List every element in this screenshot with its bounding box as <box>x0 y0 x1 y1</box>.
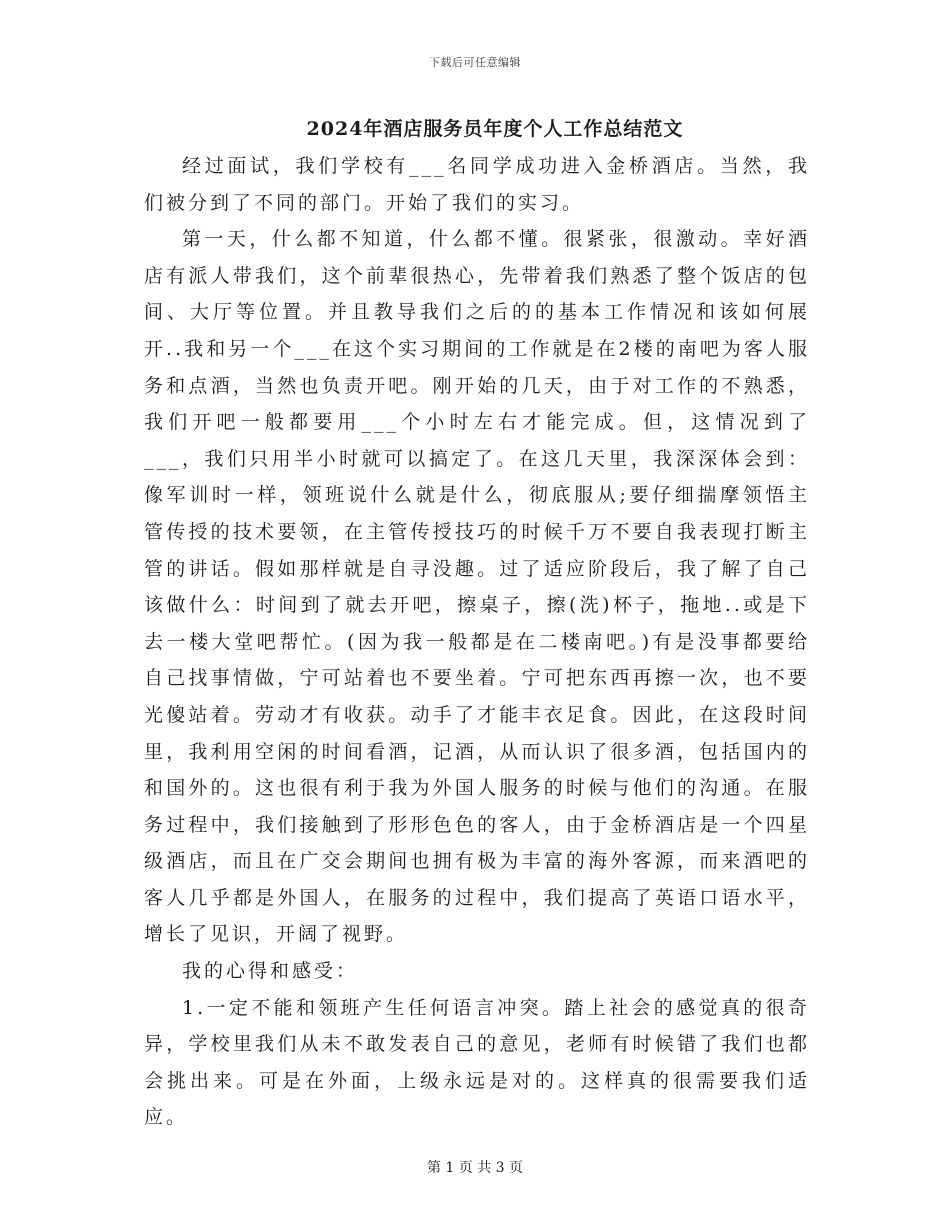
paragraph: 1.一定不能和领班产生任何语言冲突。踏上社会的感觉真的很奇异，学校里我们从未不敢发表自己的意见，老师有时候错了我们也都会挑出来。可是在外面，上级永远是对的。这样真的很需要我们适应。 <box>144 996 810 1129</box>
paragraph: 经过面试，我们学校有___名同学成功进入金桥酒店。当然，我们被分到了不同的部门。开始了我们的实习。 <box>144 155 810 214</box>
paragraph: 我的心得和感受： <box>182 960 359 983</box>
document-title: 2024年酒店服务员年度个人工作总结范文 <box>306 118 684 140</box>
paragraph: 第一天，什么都不知道，什么都不懂。很紧张，很激动。幸好酒店有派人带我们，这个前辈很热心，先带着我们熟悉了整个饭店的包间、大厅等位置。并且教导我们之后的的基本工作情况和该如何展开..我和另一个___在这个实习期间的工作就是在2楼的南吧为客人服务和点酒，当然也负责开吧。刚开始的几天，由于对工作的不熟悉，我们开吧一般都要用___个小时左右才能完成。但，这情况到了___，我们只用半小时就可以搞定了。在这几天里，我深深体会到：像军训时一样，领班说什么就是什么，彻底服从;要仔细揣摩领悟主管传授的技术要领，在主管传授技巧的时候千万不要自我表现打断主管的讲话。假如那样就是自寻没趣。过了适应阶段后，我了解了自己该做什么：时间到了就去开吧，擦桌子，擦(洗)杯子，拖地..或是下去一楼大堂吧帮忙。(因为我一般都是在二楼南吧。)有是没事都要给自己找事情做，宁可站着也不要坐着。宁可把东西再擦一次，也不要光傻站着。劳动才有收获。动手了才能丰衣足食。因此，在这段时间里，我利用空闲的时间看酒，记酒，从而认识了很多酒，包括国内的和国外的。这也很有利于我为外国人服务的时候与他们的沟通。在服务过程中，我们接触到了形形色色的客人，由于金桥酒店是一个四星级酒店，而且在广交会期间也拥有极为丰富的海外客源，而来酒吧的客人几乎都是外国人，在服务的过程中，我们提高了英语口语水平，增长了见识，开阔了视野。 <box>144 228 810 946</box>
header-note: 下载后可任意编辑 <box>429 56 521 69</box>
document-body <box>144 148 810 1136</box>
page-number: 第 1 页 共 3 页 <box>426 1160 524 1176</box>
